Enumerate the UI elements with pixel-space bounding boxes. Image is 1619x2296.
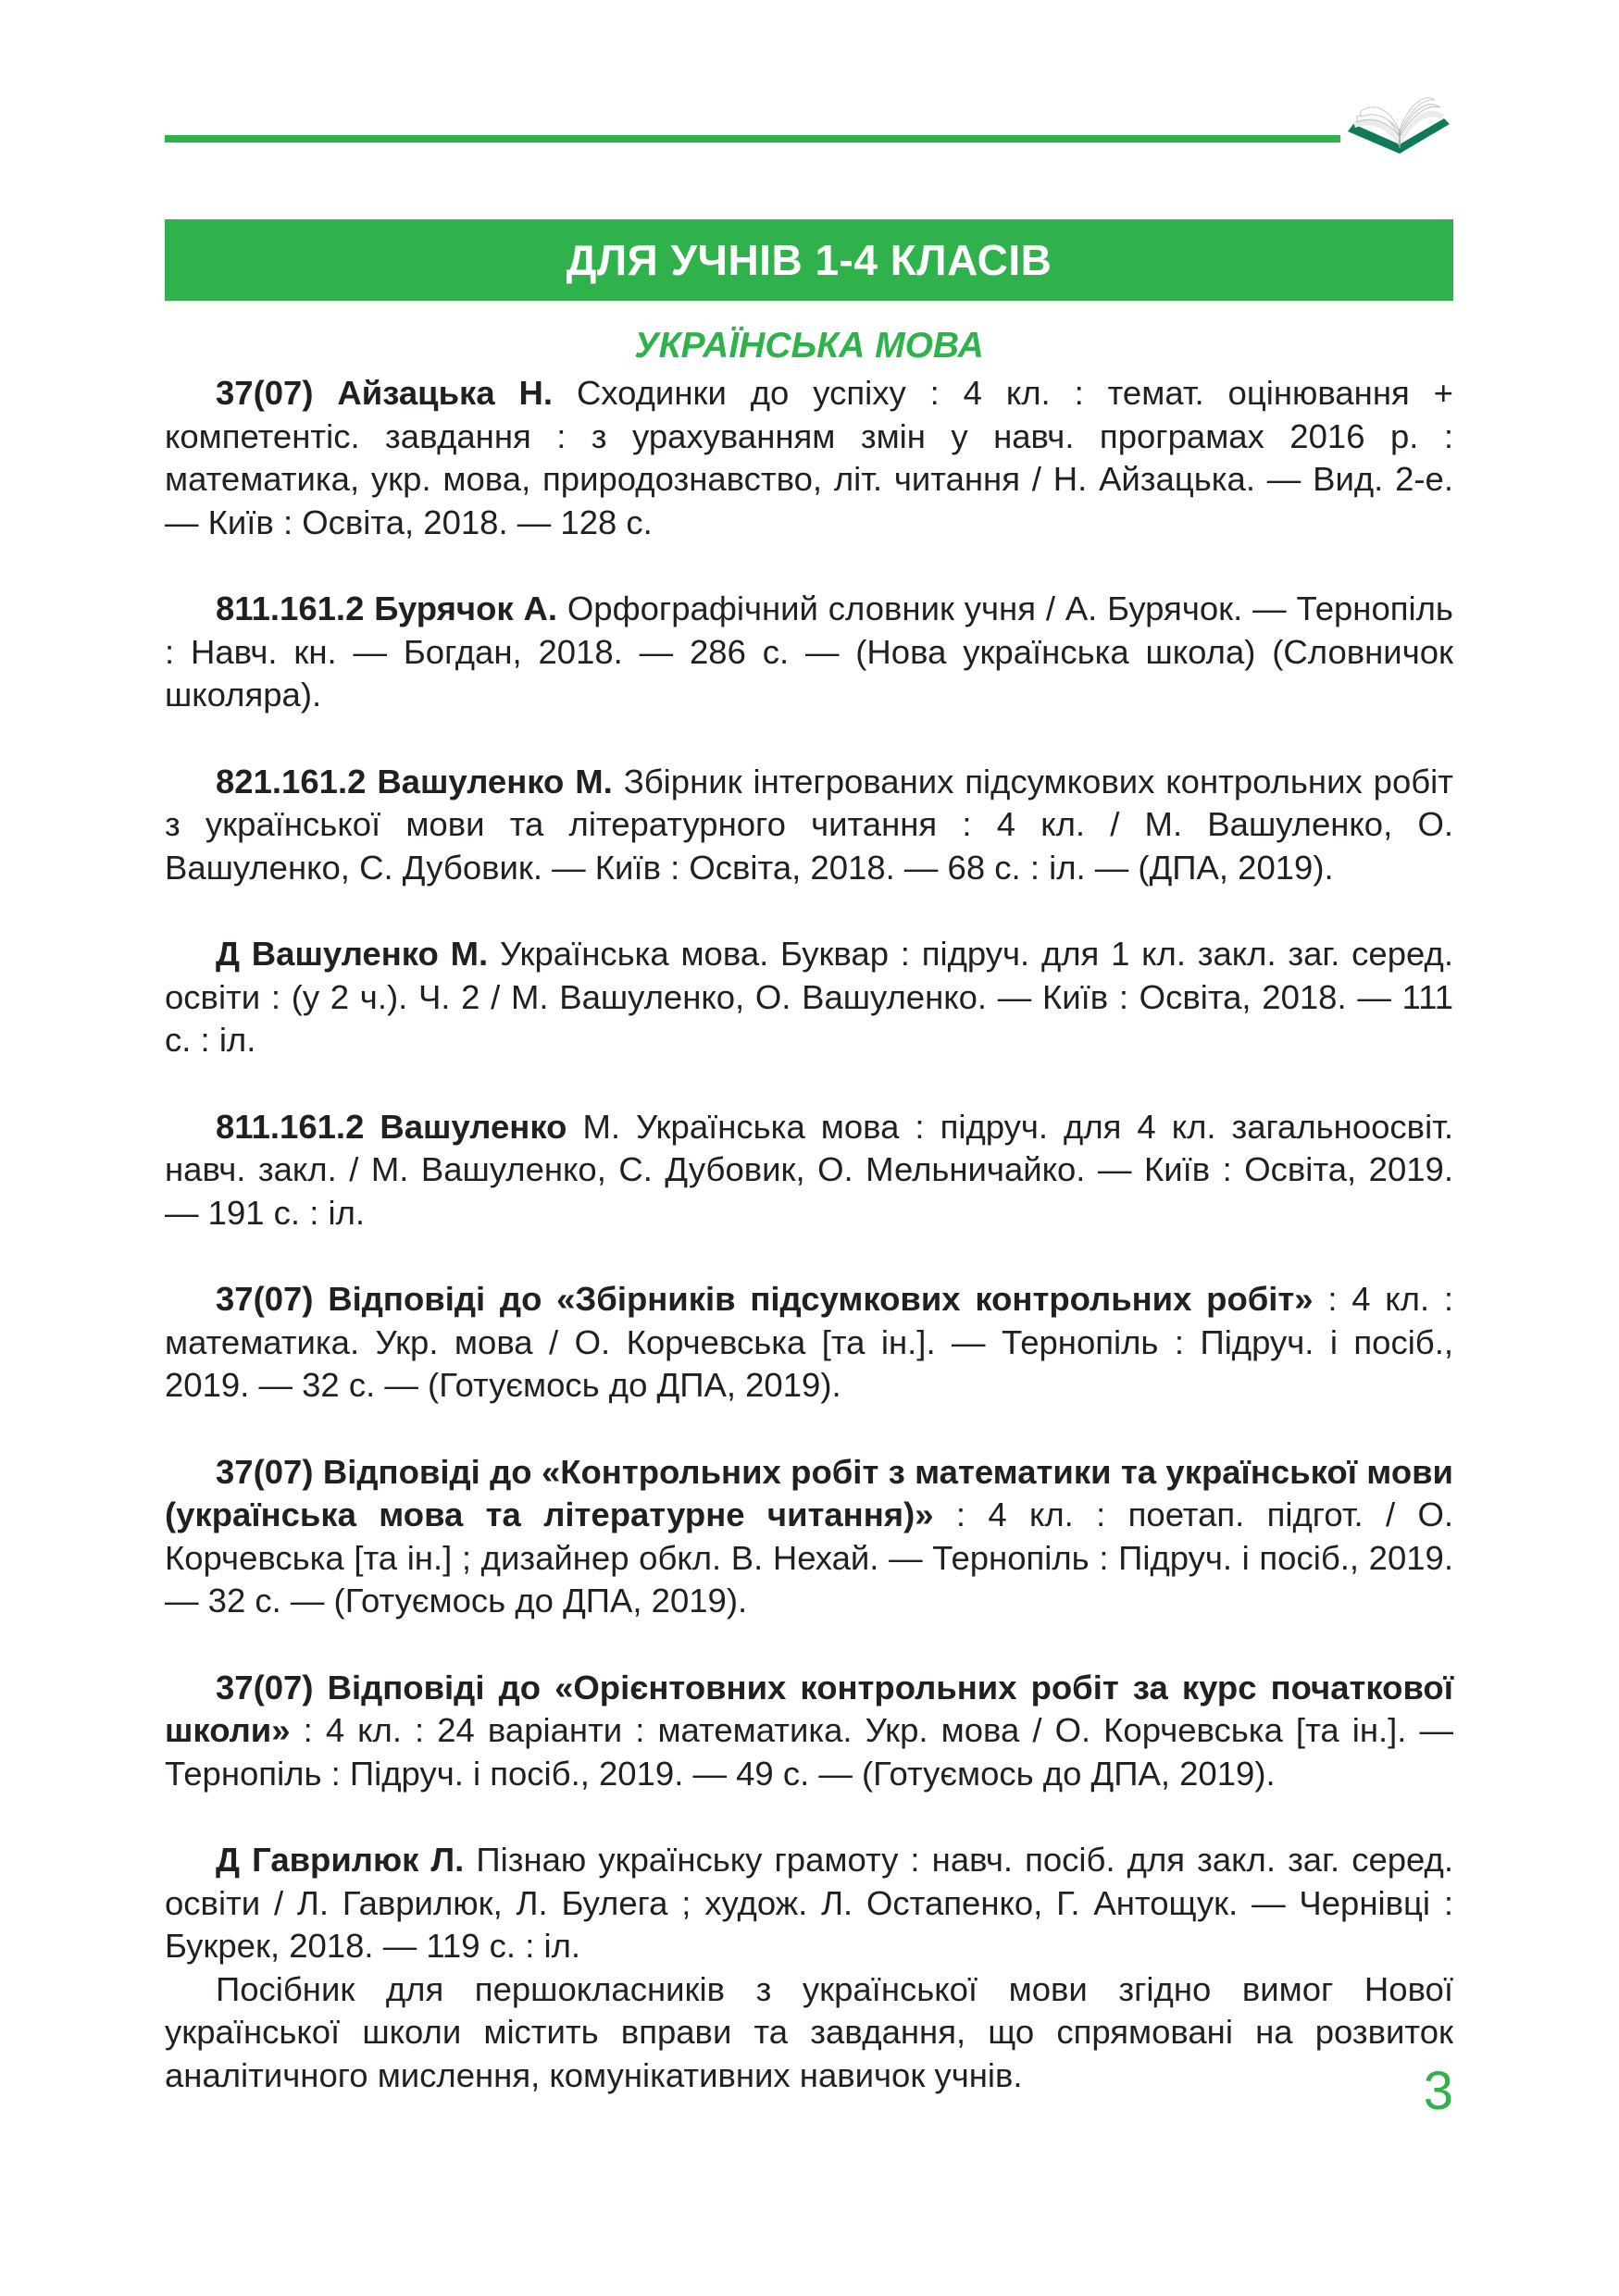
- entry-code: 37(07): [216, 1280, 314, 1318]
- entry-text: : 4 кл. : поетап. підгот. / О. Корчевська [та ін.] ; дизайнер обкл. В. Нехай. — Тернопіль : Підруч. і посіб., 2019. — 32 с. — (Готуємось до ДПА, 2019).: [165, 1496, 1453, 1620]
- entry-code: 811.161.2: [216, 590, 365, 627]
- entry-author: Гаврилюк Л.: [252, 1841, 465, 1879]
- entry-code: Д: [216, 1841, 241, 1879]
- banner-title: ДЛЯ УЧНІВ 1-4 КЛАСІВ: [566, 236, 1052, 284]
- entry-text: Орфографічний словник учня / А. Бурячок. — Тернопіль : Навч. кн. — Богдан, 2018. — 286 с. — (Нова українська школа) (Словничок школяра).: [165, 590, 1453, 714]
- bibliography-entry: [165, 761, 1453, 890]
- entry-text: Пізнаю українську грамоту : навч. посіб. для закл. заг. серед. освіти / Л. Гаврилюк, Л. Булега ; худож. Л. Остапенко, Г. Антощук. — Чернівці : Букрек, 2018. — 119 с. : іл.: [165, 1841, 1453, 1965]
- open-book-icon: [1344, 76, 1453, 168]
- entry-text: М. Українська мова : підруч. для 4 кл. загальноосвіт. навч. закл. / М. Вашуленко, С. Дубовик, О. Мельничайко. — Київ : Освіта, 2019. — 191 с. : іл.: [165, 1107, 1453, 1232]
- entry-text: Сходинки до успіху : 4 кл. : темат. оцінювання + компетентіс. завдання : з урахуванням змін у навч. програмах 2016 р. : математика, укр. мова, природознавство, літ. читання / Н. Айзацька. — Вид. 2-е. — Київ : Освіта, 2018. — 128 с.: [165, 374, 1453, 541]
- entry-code: 37(07): [216, 1452, 314, 1491]
- entry-text: Збірник інтегрованих підсумкових контрольних робіт з української мови та літературного читання : 4 кл. / М. Вашуленко, О. Вашуленко, С. Дубовик. — Київ : Освіта, 2018. — 68 с. : іл. — (ДПА, 2019).: [165, 762, 1453, 887]
- entry-text: : 4 кл. : математика. Укр. мова / О. Корчевська [та ін.]. — Тернопіль : Підруч. і посіб., 2019. — 32 с. — (Готуємось до ДПА, 2019).: [165, 1280, 1453, 1404]
- bibliography-entry: [165, 933, 1453, 1062]
- entry-author: Вашуленко: [380, 1107, 567, 1146]
- entry-author: Бурячок А.: [374, 590, 558, 627]
- page-number: 3: [1423, 2061, 1453, 2121]
- entry-text: Українська мова. Буквар : підруч. для 1 кл. закл. заг. серед. освіти : (у 2 ч.). Ч. 2 / М. Вашуленко, О. Вашуленко. — Київ : Освіта, 2018. — 111 с. : іл.: [165, 935, 1453, 1059]
- bibliography-entry: [165, 1278, 1453, 1408]
- entry-code: 821.161.2: [216, 762, 367, 800]
- entry-annotation: Посібник для першокласників з української мови згідно вимог Нової української школи містить вправи та завдання, що спрямовані на розвиток аналітичного мислення, комунікативних навичок учнів.: [165, 1969, 1453, 2094]
- bibliography-entry: [165, 1451, 1453, 1623]
- entry-code: 37(07): [216, 1668, 314, 1706]
- entry-author: Вашуленко М.: [251, 935, 489, 973]
- entry-code: 811.161.2: [216, 1107, 365, 1146]
- entry-code: 37(07): [216, 374, 314, 412]
- bibliography-entry: [165, 588, 1453, 717]
- entry-author: Айзацька Н.: [337, 374, 554, 412]
- entry-author: Відповіді до «Збірників підсумкових контрольних робіт»: [328, 1280, 1314, 1318]
- entry-author: Відповіді до «Контрольних робіт з математики та української мови (українська мова та літературне читання)»: [165, 1452, 1453, 1533]
- entry-code: Д: [216, 935, 241, 973]
- entry-text: : 4 кл. : 24 варіанти : математика. Укр. мова / О. Корчевська [та ін.]. — Тернопіль : Підруч. і посіб., 2019. — 49 с. — (Готуємось до ДПА, 2019).: [165, 1711, 1453, 1793]
- entry-author: Відповіді до «Орієнтовних контрольних робіт за курс початкової школи»: [165, 1668, 1453, 1749]
- entry-author: Вашуленко М.: [377, 762, 613, 800]
- section-banner: [165, 219, 1453, 301]
- section-heading: УКРАЇНСЬКА МОВА: [634, 326, 984, 366]
- bibliography-entry: [165, 1667, 1453, 1796]
- bibliography-list: [165, 372, 1453, 2097]
- bibliography-entry: [165, 1839, 1453, 1968]
- header-rule: [165, 135, 1340, 143]
- bibliography-entry: [165, 1106, 1453, 1235]
- bibliography-entry: [165, 372, 1453, 544]
